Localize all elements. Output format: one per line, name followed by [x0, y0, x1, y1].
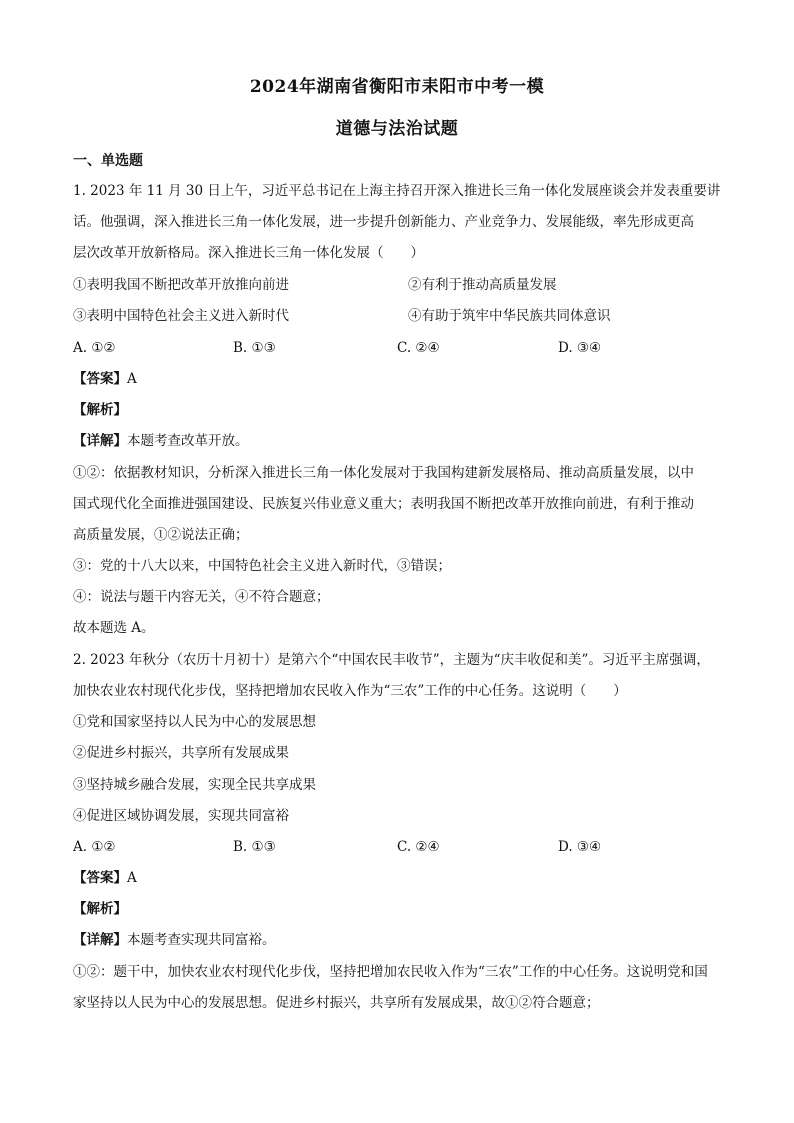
answer-value: A [127, 371, 137, 387]
answer-tag: 【答案】 [73, 870, 127, 886]
q2-analysis-tag: 【解析】 [73, 901, 127, 917]
q1-stem-line-1: 1. 2023 年 11 月 30 日上午，习近平总书记在上海主持召开深入推进长三角一体化发展座谈会并发表重要讲 [73, 183, 721, 199]
q1-statement-2: ②有利于推动高质量发展 [408, 277, 557, 293]
q2-choice-a: A. ①② [73, 839, 116, 855]
q1-answer [73, 369, 137, 389]
q1-detail [73, 431, 249, 451]
q2-choice-b: B. ①③ [233, 839, 276, 855]
q2-choice-c: C. ②④ [397, 839, 440, 855]
q1-stem-line-2: 话。他强调，深入推进长三角一体化发展，进一步提升创新能力、产业竞争力、发展能级，率先形成更高 [73, 214, 694, 230]
q2-statement-3: ③坚持城乡融合发展，实现全民共享成果 [73, 777, 316, 793]
q2-statement-1: ①党和国家坚持以人民为中心的发展思想 [73, 714, 316, 730]
detail-tag: 【详解】 [73, 433, 127, 449]
answer-value: A [127, 870, 137, 886]
q2-explain-line-1: ①②：题干中，加快农业农村现代化步伐，坚持把增加农民收入作为“三农”工作的中心任务。这说明党和国 [73, 964, 708, 980]
q2-stem-line-2: 加快农业农村现代化步伐，坚持把增加农民收入作为“三农”工作的中心任务。这说明（ ） [73, 683, 627, 699]
detail-intro: 本题考查改革开放。 [127, 433, 249, 449]
q1-explain-line-3: 高质量发展，①②说法正确； [73, 527, 249, 543]
answer-tag: 【答案】 [73, 371, 127, 387]
q2-statement-2: ②促进乡村振兴，共享所有发展成果 [73, 745, 289, 761]
q1-choice-a: A. ①② [73, 340, 116, 356]
detail-intro: 本题考查实现共同富裕。 [127, 932, 276, 948]
q1-choice-b: B. ①③ [233, 340, 276, 356]
q2-answer [73, 868, 137, 888]
q1-choice-c: C. ②④ [397, 340, 440, 356]
q2-choice-d: D. ③④ [558, 839, 602, 855]
q1-statement-3: ③表明中国特色社会主义进入新时代 [73, 308, 289, 324]
q1-statement-1: ①表明我国不断把改革开放推向前进 [73, 277, 289, 293]
q1-statement-4: ④有助于筑牢中华民族共同体意识 [408, 308, 611, 324]
q1-explain-line-6: 故本题选 A。 [73, 620, 155, 636]
q1-explain-line-1: ①②：依据教材知识，分析深入推进长三角一体化发展对于我国构建新发展格局、推动高质量发展，以中 [73, 465, 694, 481]
q1-explain-line-2: 国式现代化全面推进强国建设、民族复兴伟业意义重大；表明我国不断把改革开放推向前进，有利于推动 [73, 496, 694, 512]
q2-detail [73, 930, 276, 950]
q1-choice-d: D. ③④ [558, 340, 602, 356]
document-subtitle: 道德与法治试题 [335, 119, 459, 139]
q2-statement-4: ④促进区域协调发展，实现共同富裕 [73, 808, 289, 824]
q1-stem-line-3: 层次改革开放新格局。深入推进长三角一体化发展（ ） [73, 245, 424, 261]
q2-explain-line-2: 家坚持以人民为中心的发展思想。促进乡村振兴，共享所有发展成果，故①②符合题意； [73, 995, 600, 1011]
q1-analysis-tag: 【解析】 [73, 402, 127, 418]
q1-explain-line-4: ③：党的十八大以来，中国特色社会主义进入新时代，③错误； [73, 558, 451, 574]
section-heading: 一、单选题 [73, 153, 143, 169]
q2-stem-line-1: 2. 2023 年秋分（农历十月初十）是第六个“中国农民丰收节”，主题为“庆丰收促和美”。习近平主席强调， [73, 652, 710, 668]
document-title: 2024年湖南省衡阳市耒阳市中考一模 [249, 77, 545, 97]
detail-tag: 【详解】 [73, 932, 127, 948]
q1-explain-line-5: ④：说法与题干内容无关，④不符合题意； [73, 589, 330, 605]
